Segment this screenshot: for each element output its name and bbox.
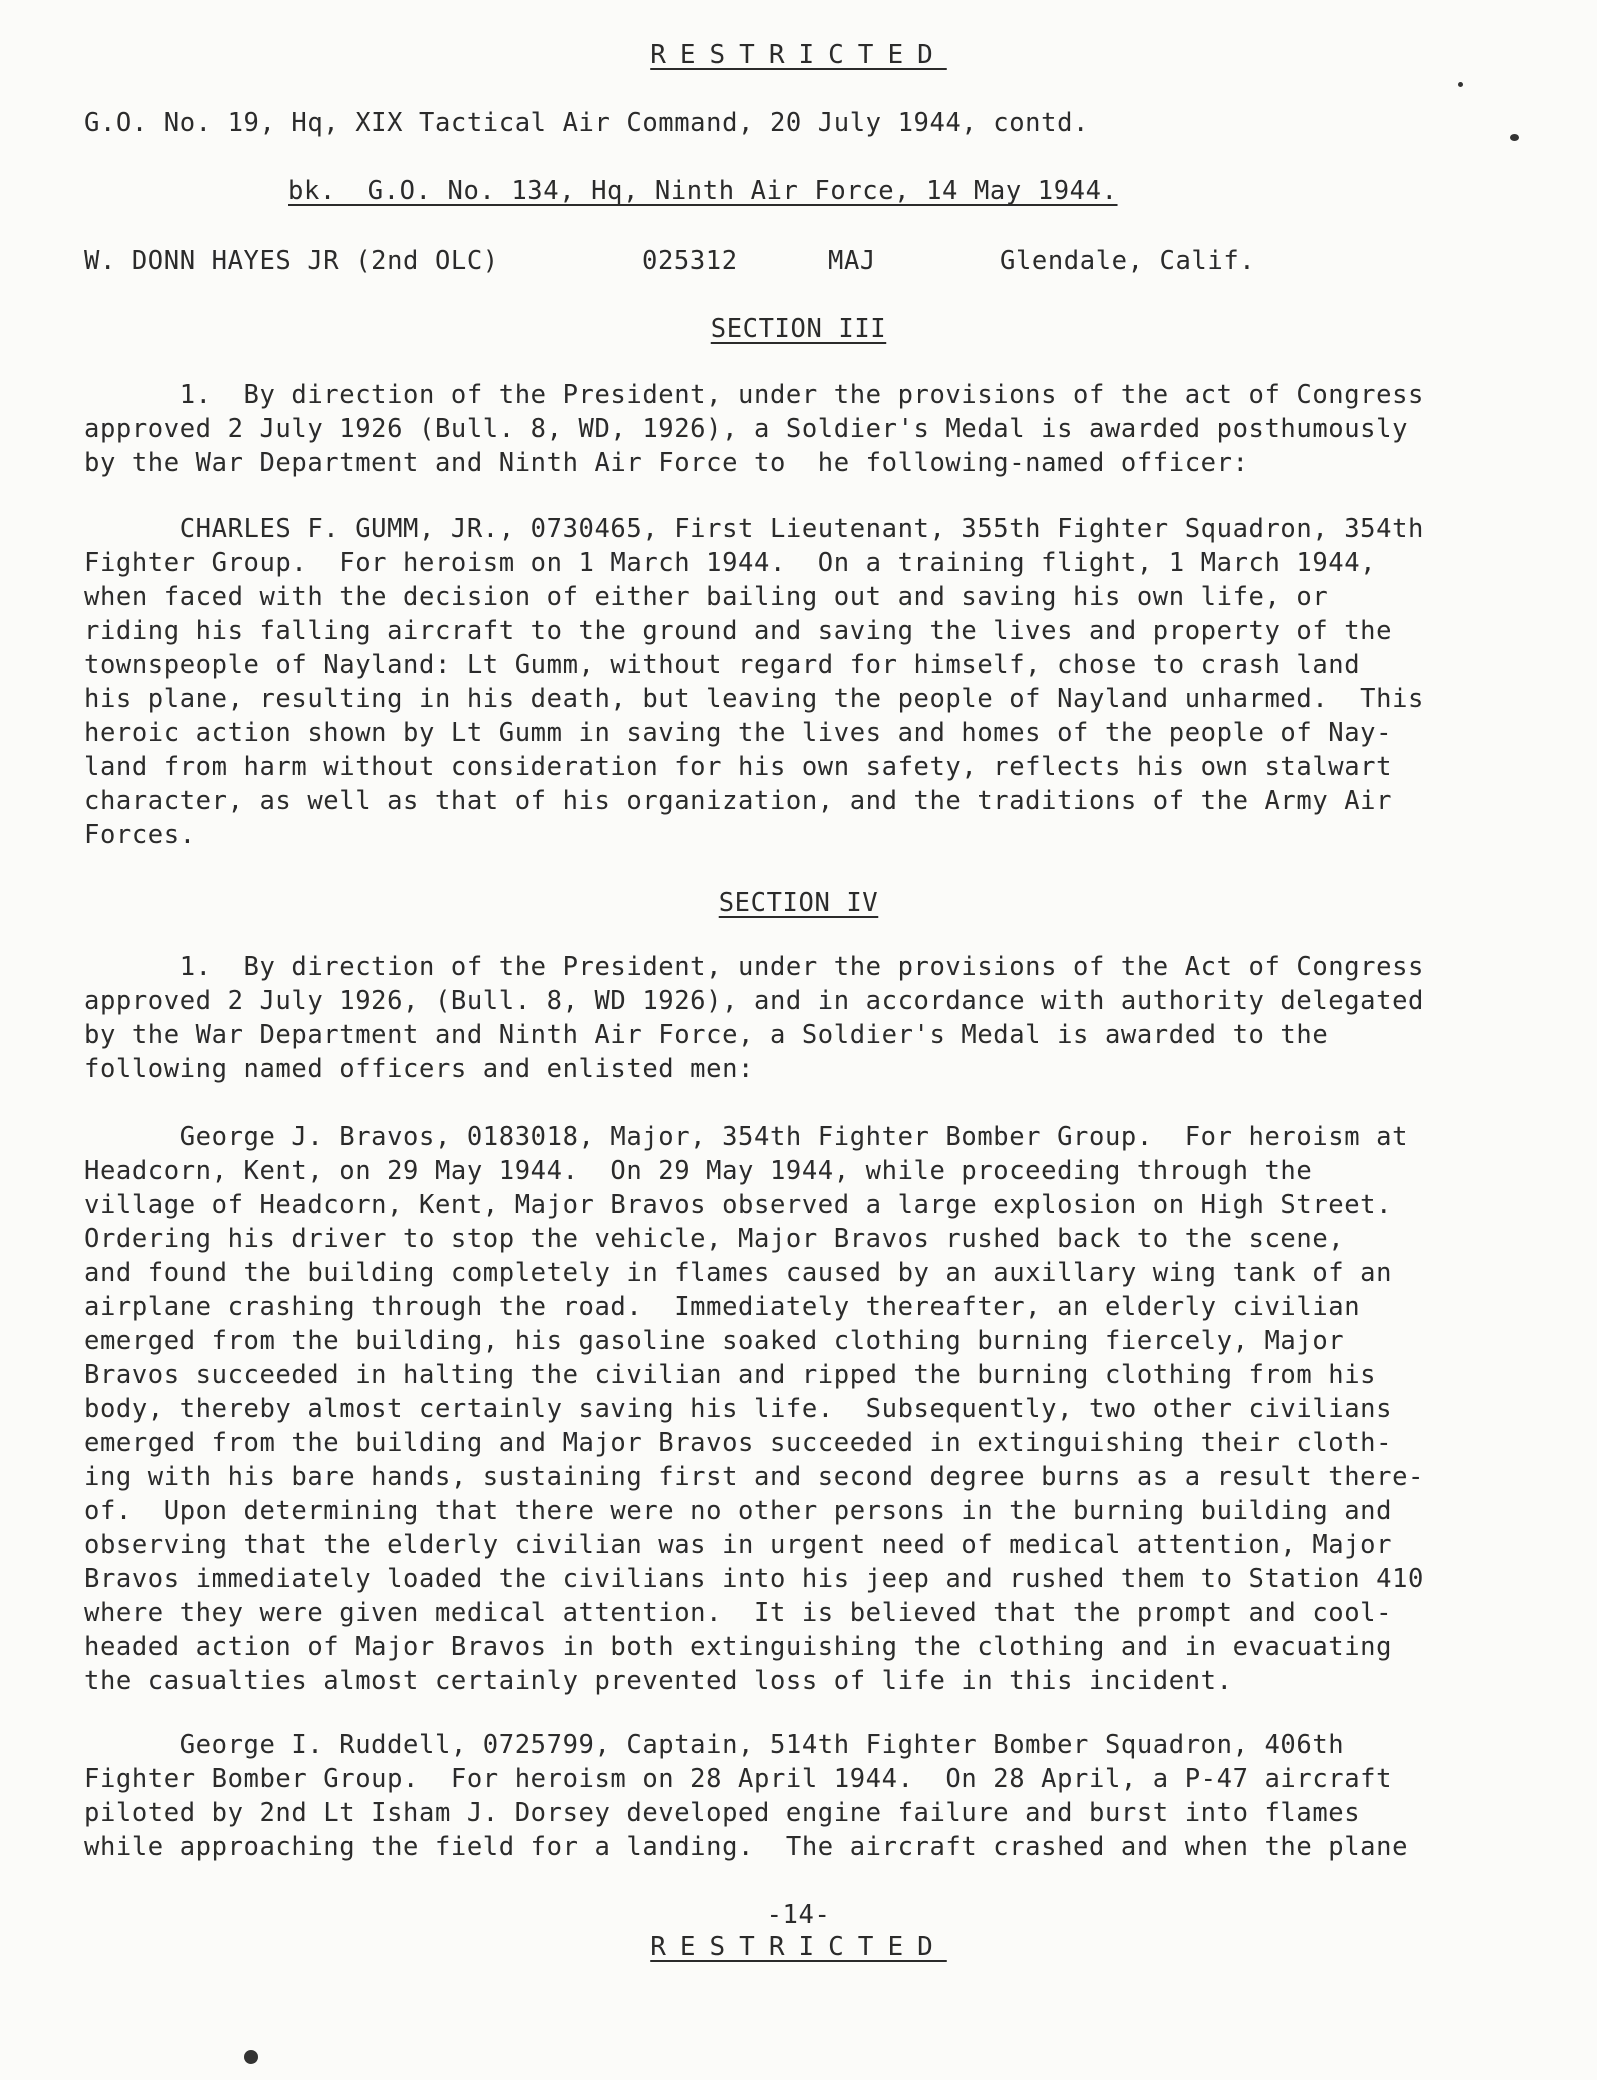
text-line: emerged from the building and Major Bravos succeeded in extinguishing their cloth-	[84, 1428, 1393, 1458]
section-iv-title: SECTION IV	[718, 888, 879, 918]
text-line: land from harm without consideration for his own safety, reflects his own stalwart	[84, 752, 1393, 782]
gumm-citation	[84, 512, 1494, 852]
restricted-footer: RESTRICTED	[650, 1932, 947, 1962]
reference-order-line: bk. G.O. No. 134, Hq, Ninth Air Force, 14 May 1944.	[288, 176, 1118, 206]
section-iv-paragraph	[84, 950, 1494, 1086]
text-line: Forces.	[84, 820, 196, 850]
text-line: riding his falling aircraft to the ground and saving the lives and property of the	[84, 616, 1393, 646]
bravos-citation	[84, 1120, 1494, 1698]
officer-serial: 025312	[642, 246, 738, 276]
text-line: ing with his bare hands, sustaining first and second degree burns as a result there-	[84, 1462, 1424, 1492]
ink-speck	[1510, 134, 1519, 141]
text-line: Bravos immediately loaded the civilians into his jeep and rushed them to Station 410	[84, 1564, 1424, 1594]
text-line: by the War Department and Ninth Air Force to he following-named officer:	[84, 448, 1249, 478]
text-line: his plane, resulting in his death, but leaving the people of Nayland unharmed. This	[84, 684, 1424, 714]
general-order-line: G.O. No. 19, Hq, XIX Tactical Air Command, 20 July 1944, contd.	[84, 108, 1089, 138]
text-line: of. Upon determining that there were no other persons in the burning building and	[84, 1496, 1393, 1526]
officer-rank: MAJ	[828, 246, 876, 276]
text-line: Bravos succeeded in halting the civilian and ripped the burning clothing from his	[84, 1360, 1377, 1390]
section-iii-paragraph	[84, 378, 1494, 480]
text-line: Headcorn, Kent, on 29 May 1944. On 29 May 1944, while proceeding through the	[84, 1156, 1313, 1186]
text-line: and found the building completely in flames caused by an auxillary wing tank of an	[84, 1258, 1393, 1288]
text-line: Ordering his driver to stop the vehicle, Major Bravos rushed back to the scene,	[84, 1224, 1345, 1254]
text-line: by the War Department and Ninth Air Force, a Soldier's Medal is awarded to the	[84, 1020, 1329, 1050]
text-line: townspeople of Nayland: Lt Gumm, without regard for himself, chose to crash land	[84, 650, 1361, 680]
text-line: piloted by 2nd Lt Isham J. Dorsey developed engine failure and burst into flames	[84, 1798, 1361, 1828]
text-line: when faced with the decision of either bailing out and saving his own life, or	[84, 582, 1329, 612]
text-line: character, as well as that of his organization, and the traditions of the Army Air	[84, 786, 1393, 816]
text-line: approved 2 July 1926 (Bull. 8, WD, 1926), a Soldier's Medal is awarded posthumously	[84, 414, 1409, 444]
text-line: CHARLES F. GUMM, JR., 0730465, First Lieutenant, 355th Fighter Squadron, 354th	[84, 514, 1424, 544]
ink-speck	[244, 2050, 258, 2064]
text-line: following named officers and enlisted men:	[84, 1054, 754, 1084]
text-line: where they were given medical attention. It is believed that the prompt and cool-	[84, 1598, 1393, 1628]
ink-speck	[1458, 82, 1463, 87]
text-line: body, thereby almost certainly saving his life. Subsequently, two other civilians	[84, 1394, 1393, 1424]
text-line: 1. By direction of the President, under the provisions of the Act of Congress	[84, 952, 1424, 982]
text-line: emerged from the building, his gasoline soaked clothing burning fiercely, Major	[84, 1326, 1345, 1356]
text-line: while approaching the field for a landing. The aircraft crashed and when the plane	[84, 1832, 1409, 1862]
text-line: George J. Bravos, 0183018, Major, 354th Fighter Bomber Group. For heroism at	[84, 1122, 1409, 1152]
text-line: airplane crashing through the road. Immediately thereafter, an elderly civilian	[84, 1292, 1361, 1322]
text-line: Fighter Group. For heroism on 1 March 1944. On a training flight, 1 March 1944,	[84, 548, 1377, 578]
text-line: village of Headcorn, Kent, Major Bravos observed a large explosion on High Street.	[84, 1190, 1393, 1220]
text-line: George I. Ruddell, 0725799, Captain, 514th Fighter Bomber Squadron, 406th	[84, 1730, 1345, 1760]
restricted-header: RESTRICTED	[650, 40, 947, 70]
page-number: -14-	[766, 1900, 831, 1930]
text-line: 1. By direction of the President, under the provisions of the act of Congress	[84, 380, 1424, 410]
officer-name: W. DONN HAYES JR (2nd OLC)	[84, 246, 499, 276]
section-iii-title: SECTION III	[710, 314, 887, 344]
text-line: observing that the elderly civilian was in urgent need of medical attention, Major	[84, 1530, 1393, 1560]
officer-hometown: Glendale, Calif.	[1000, 246, 1256, 276]
text-line: Fighter Bomber Group. For heroism on 28 April 1944. On 28 April, a P-47 aircraft	[84, 1764, 1393, 1794]
text-line: headed action of Major Bravos in both extinguishing the clothing and in evacuating	[84, 1632, 1393, 1662]
text-line: the casualties almost certainly prevented loss of life in this incident.	[84, 1666, 1233, 1696]
text-line: heroic action shown by Lt Gumm in saving the lives and homes of the people of Nay-	[84, 718, 1393, 748]
ruddell-citation	[84, 1728, 1494, 1864]
text-line: approved 2 July 1926, (Bull. 8, WD 1926), and in accordance with authority delegated	[84, 986, 1424, 1016]
